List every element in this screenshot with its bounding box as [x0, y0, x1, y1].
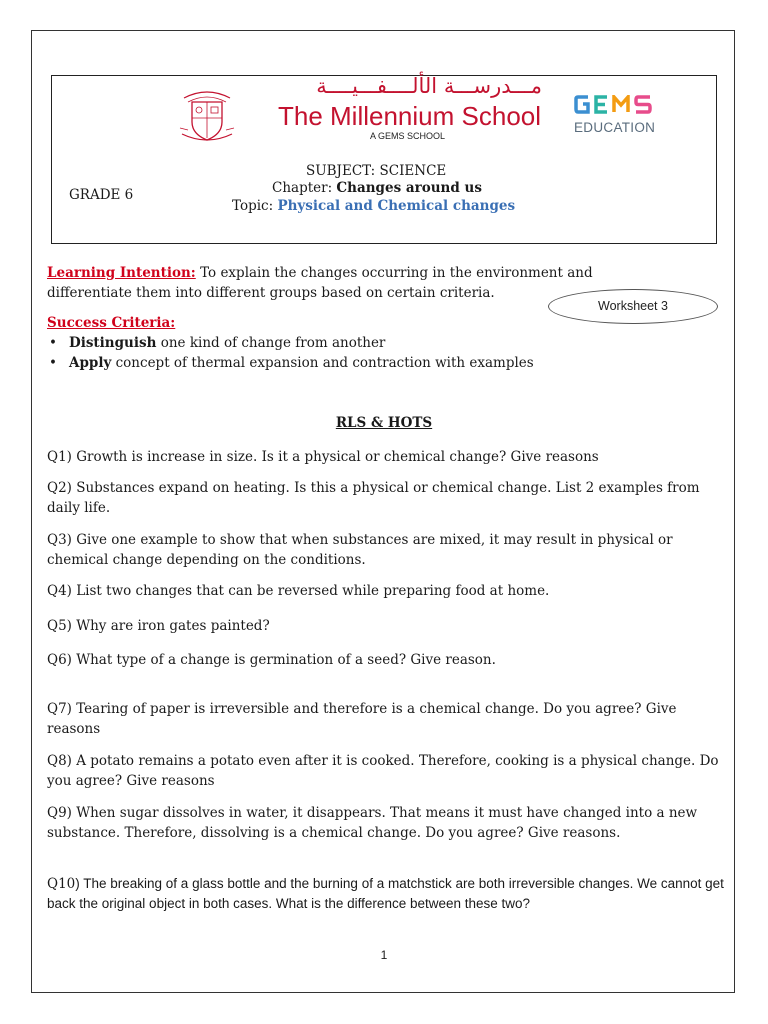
list-item [47, 353, 534, 373]
list-item [47, 333, 534, 353]
question-10-prefix: Q10 [47, 876, 76, 892]
question-7: Q7) Tearing of paper is irreversible and therefore is a chemical change. Do you agree? Give reasons [47, 701, 677, 737]
bullet-text: concept of thermal expansion and contraction with examples [111, 355, 534, 371]
gems-education-text: EDUCATION [574, 120, 656, 135]
learning-intention [47, 263, 647, 303]
question-1: Q1) Growth is increase in size. Is it a physical or chemical change? Give reasons [47, 449, 599, 465]
learning-intention-label: Learning Intention: [47, 265, 196, 281]
section-title: RLS & HOTS [335, 415, 433, 431]
subject-label: SUBJECT: SCIENCE [306, 163, 447, 179]
grade-label: GRADE 6 [69, 187, 134, 203]
question-3: Q3) Give one example to show that when substances are mixed, it may result in physical or chemical change depending on the conditions. [47, 532, 673, 568]
question-6: Q6) What type of a change is germination of a seed? Give reason. [47, 652, 496, 668]
success-criteria-list [47, 333, 534, 373]
question-4: Q4) List two changes that can be reversed while preparing food at home. [47, 583, 550, 599]
question-9: Q9) When sugar dissolves in water, it disappears. That means it must have changed into a new substance. Therefore, dissolving is a chemical change. Do you agree? Give reasons. [47, 805, 698, 841]
bullet-text: one kind of change from another [156, 335, 386, 351]
topic-value: Physical and Chemical changes [277, 198, 516, 214]
chapter-value: Changes around us [336, 180, 482, 196]
success-criteria-label: Success Criteria: [47, 315, 176, 331]
bullet-icon: • [49, 335, 57, 351]
bullet-icon: • [49, 355, 57, 371]
question-5: Q5) Why are iron gates painted? [47, 618, 270, 634]
bullet-bold: Distinguish [69, 335, 157, 351]
topic-label: Topic: [232, 198, 278, 214]
topic-line [232, 198, 515, 214]
school-name: The Millennium School [278, 101, 542, 131]
question-2: Q2) Substances expand on heating. Is this a physical or chemical change. List 2 examples from daily life. [47, 480, 700, 516]
chapter-label: Chapter: [272, 180, 337, 196]
question-10-text: ) The breaking of a glass bottle and the burning of a matchstick are both irreversible changes. We cannot get back the original object in both cases. What is the difference between these two? [47, 876, 724, 911]
school-subtitle: A GEMS SCHOOL [370, 131, 446, 141]
school-crest-logo [178, 84, 236, 144]
school-name-arabic: مـــدرســـة الألــــفـــيــــة [316, 74, 542, 98]
question-8: Q8) A potato remains a potato even after it is cooked. Therefore, cooking is a physical change. Do you agree? Give reasons [47, 753, 719, 789]
learning-intention-text: To explain the changes occurring in the environment and differentiate them into different groups based on certain criteria. [47, 265, 593, 301]
question-10 [47, 874, 727, 914]
worksheet-badge: Worksheet 3 [548, 289, 718, 324]
page-number: 1 [380, 948, 388, 962]
success-criteria-heading [47, 315, 175, 331]
chapter-line [272, 180, 482, 196]
bullet-bold: Apply [69, 355, 112, 371]
